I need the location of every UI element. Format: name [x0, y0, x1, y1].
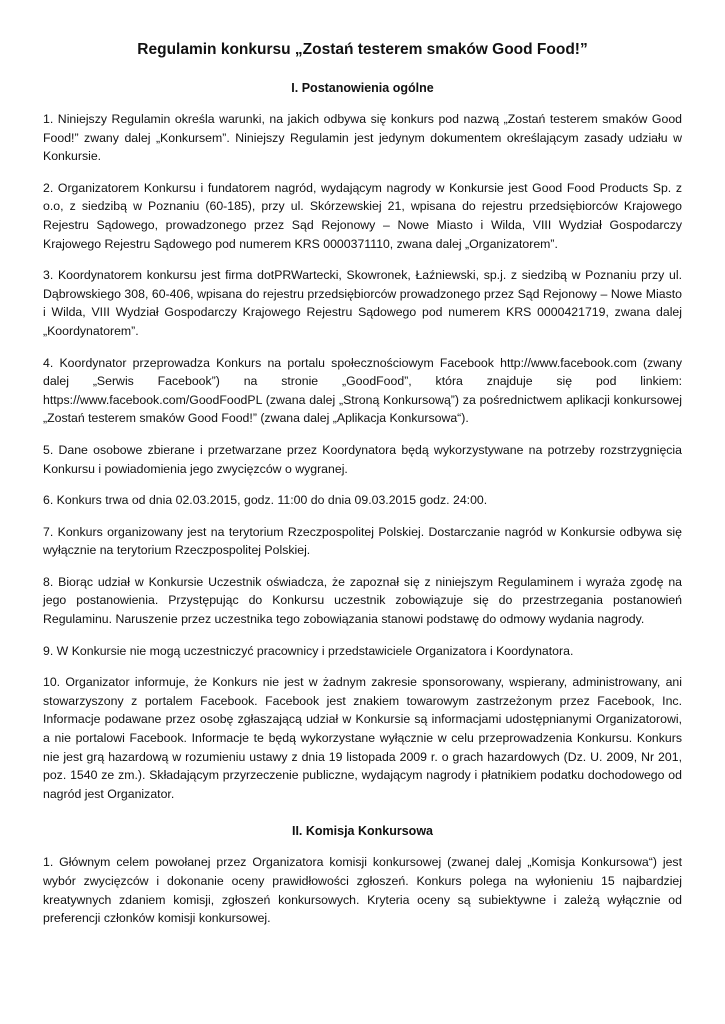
paragraph: 1. Głównym celem powołanej przez Organizatora komisji konkursowej (zwanej dalej „Komisja Konkursowa“) jest wybór zwycięzców i dokonanie oceny prawidłowości zgłoszeń. Konkurs polega na wyłonieniu 15 najbardziej kreatywnych zdaniem komisji, zgłoszeń konkursowych. Kryteria oceny są subiektywne i zależą wyłącznie od preferencji członków komisji konkursowej.	[43, 855, 682, 926]
section-heading: II. Komisja Konkursowa	[291, 824, 433, 839]
document-title: Regulamin konkursu „Zostań testerem smaków Good Food!”	[137, 41, 588, 58]
paragraph: 2. Organizatorem Konkursu i fundatorem nagród, wydającym nagrody w Konkursie jest Good Food Products Sp. z o.o, z siedzibą w Poznaniu (60-185), przy ul. Skórzewskiej 21, wpisana do rejestru przedsiębiorców Krajowego Rejestru Sądowego, prowadzonego przez Sąd Rejonowy – Nowe Miasto i Wilda, VIII Wydział Gospodarczy Krajowego Rejestru Sądowego pod numerem KRS 0000371110, zwana dalej „Organizatorem”.	[43, 180, 682, 251]
paragraph: 9. W Konkursie nie mogą uczestniczyć pracownicy i przedstawiciele Organizatora i Koordynatora.	[43, 643, 574, 658]
paragraph: 3. Koordynatorem konkursu jest firma dotPRWartecki, Skowronek, Łaźniewski, sp.j. z siedzibą w Poznaniu przy ul. Dąbrowskiego 308, 60-406, wpisana do rejestru przedsiębiorców prowadzonego przez Sąd Rejonowy – Nowe Miasto i Wilda, VIII Wydział Gospodarczy Krajowego Rejestru Sądowego pod numerem KRS 0000421719, zwana dalej „Koordynatorem”.	[43, 268, 682, 338]
paragraph: 5. Dane osobowe zbierane i przetwarzane przez Koordynatora będą wykorzystywane na potrzeby rozstrzygnięcia Konkursu i powiadomienia jego zwycięzców o wygranej.	[43, 442, 682, 476]
section-general-provisions	[43, 79, 682, 803]
paragraph: 7. Konkurs organizowany jest na terytorium Rzeczpospolitej Polskiej. Dostarczanie nagród w Konkursie odbywa się wyłącznie na terytorium Rzeczpospolitej Polskiej.	[43, 524, 682, 558]
paragraph: 8. Biorąc udział w Konkursie Uczestnik oświadcza, że zapoznał się z niniejszym Regulaminem i wyraża zgodę na jego postanowienia. Przystępując do Konkursu uczestnik zobowiązuje się do przestrzegania postanowień Regulaminu. Naruszenie przez uczestnika tego zobowiązania stanowi podstawę do odmowy wydania nagrody.	[43, 574, 682, 627]
paragraph: 6. Konkurs trwa od dnia 02.03.2015, godz. 11:00 do dnia 09.03.2015 godz. 24:00.	[43, 493, 488, 508]
paragraph: 4. Koordynator przeprowadza Konkurs na portalu społecznościowym Facebook http://www.facebook.com (zwany dalej „Serwis Facebook”) na stronie „GoodFood”, która znajduje się pod linkiem: https://www.facebook.com/GoodFoodPL (zwana dalej „Stroną Konkursową”) za pośrednictwem aplikacji konkursowej „Zostań testerem smaków Good Food!” (zwana dalej „Aplikacja Konkursowa“).	[43, 355, 682, 426]
paragraph: 10. Organizator informuje, że Konkurs nie jest w żadnym zakresie sponsorowany, wspierany, administrowany, ani stowarzyszony z portalem Facebook. Facebook jest znakiem towarowym zastrzeżonym przez Facebook, Inc. Informacje podawane przez osobę zgłaszającą udział w Konkursie są informacjami udostępnianymi Organizatorowi, a nie portalowi Facebook. Informacje te będą wykorzystane wyłącznie w celu przeprowadzenia Konkursu. Konkurs nie jest grą hazardową w rozumieniu ustawy z dnia 19 listopada 2009 r. o grach hazardowych (Dz. U. 2009, Nr 201, poz. 1540 ze zm.). Składającym przyrzeczenie publiczne, wydającym nagrody i płatnikiem podatku dochodowego od nagród jest Organizator.	[43, 675, 682, 801]
section-heading: I. Postanowienia ogólne	[291, 81, 434, 95]
section-contest-committee	[43, 822, 682, 927]
paragraph: 1. Niniejszy Regulamin określa warunki, na jakich odbywa się konkurs pod nazwą „Zostań testerem smaków Good Food!” zwany dalej „Konkursem”. Niniejszy Regulamin jest jedynym dokumentem określającym zasady udziału w Konkursie.	[43, 112, 682, 164]
